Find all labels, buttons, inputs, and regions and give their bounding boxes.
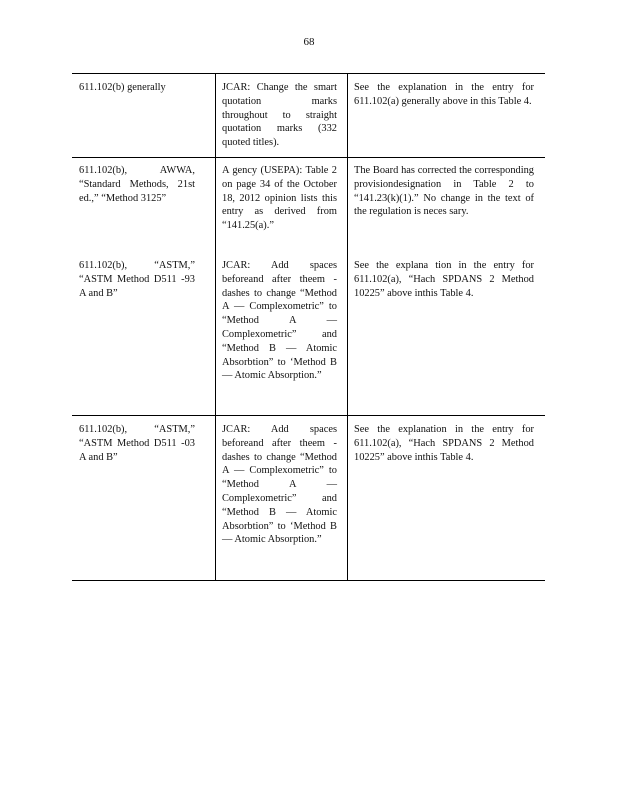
board-response-cell: The Board has corrected the corresponding provisiondesignation in Table 2 to “141.23(k)(1).” No change in the text of the regulation is neces sary. [354,165,534,218]
page-number: 68 [303,36,315,48]
agency-comment-cell: A gency (USEPA): Table 2 on page 34 of the October 18, 2012 opinion lists this entry as derived from “141.25(a).” [222,165,337,232]
board-response-cell: See the explanation in the entry for 611.102(a), “Hach SPDANS 2 Method 10225” above inthis Table 4. [354,424,534,463]
section-cell: 611.102(b), “ASTM,” “ASTM Method D511 -03 A and B” [79,424,195,463]
agency-comment-cell: JCAR: Change the smart quotation marks throughout to straight quotation marks (332 quoted titles). [222,82,337,149]
board-response-cell: See the explana tion in the entry for 611.102(a), “Hach SPDANS 2 Method 10225” above inthis Table 4. [354,260,534,299]
section-cell: 611.102(b) generally [79,82,166,93]
table-top-rule [72,73,545,74]
agency-comment-cell: JCAR: Add spaces beforeand after theem - dashes to change “Method A — Complexometric” to “Method A — Complexometric” and “Method B — Atomic Absorbtion” to ‘Method B — Atomic Absorption.” [222,260,337,382]
board-response-cell: See the explanation in the entry for 611.102(a) generally above in this Table 4. [354,82,534,107]
table-row-divider [72,157,545,158]
column-divider [215,73,216,580]
column-divider [347,73,348,580]
table-row-divider [72,415,545,416]
section-cell: 611.102(b), “ASTM,” “ASTM Method D511 -93 A and B” [79,260,195,299]
table-bottom-rule [72,580,545,581]
agency-comment-cell: JCAR: Add spaces beforeand after theem - dashes to change “Method A — Complexometric” to “Method A — Complexometric” and “Method B — Atomic Absorbtion” to ‘Method B — Atomic Absorption.” [222,424,337,546]
section-cell: 611.102(b), AWWA, “Standard Methods, 21st ed.,” “Method 3125” [79,165,195,204]
